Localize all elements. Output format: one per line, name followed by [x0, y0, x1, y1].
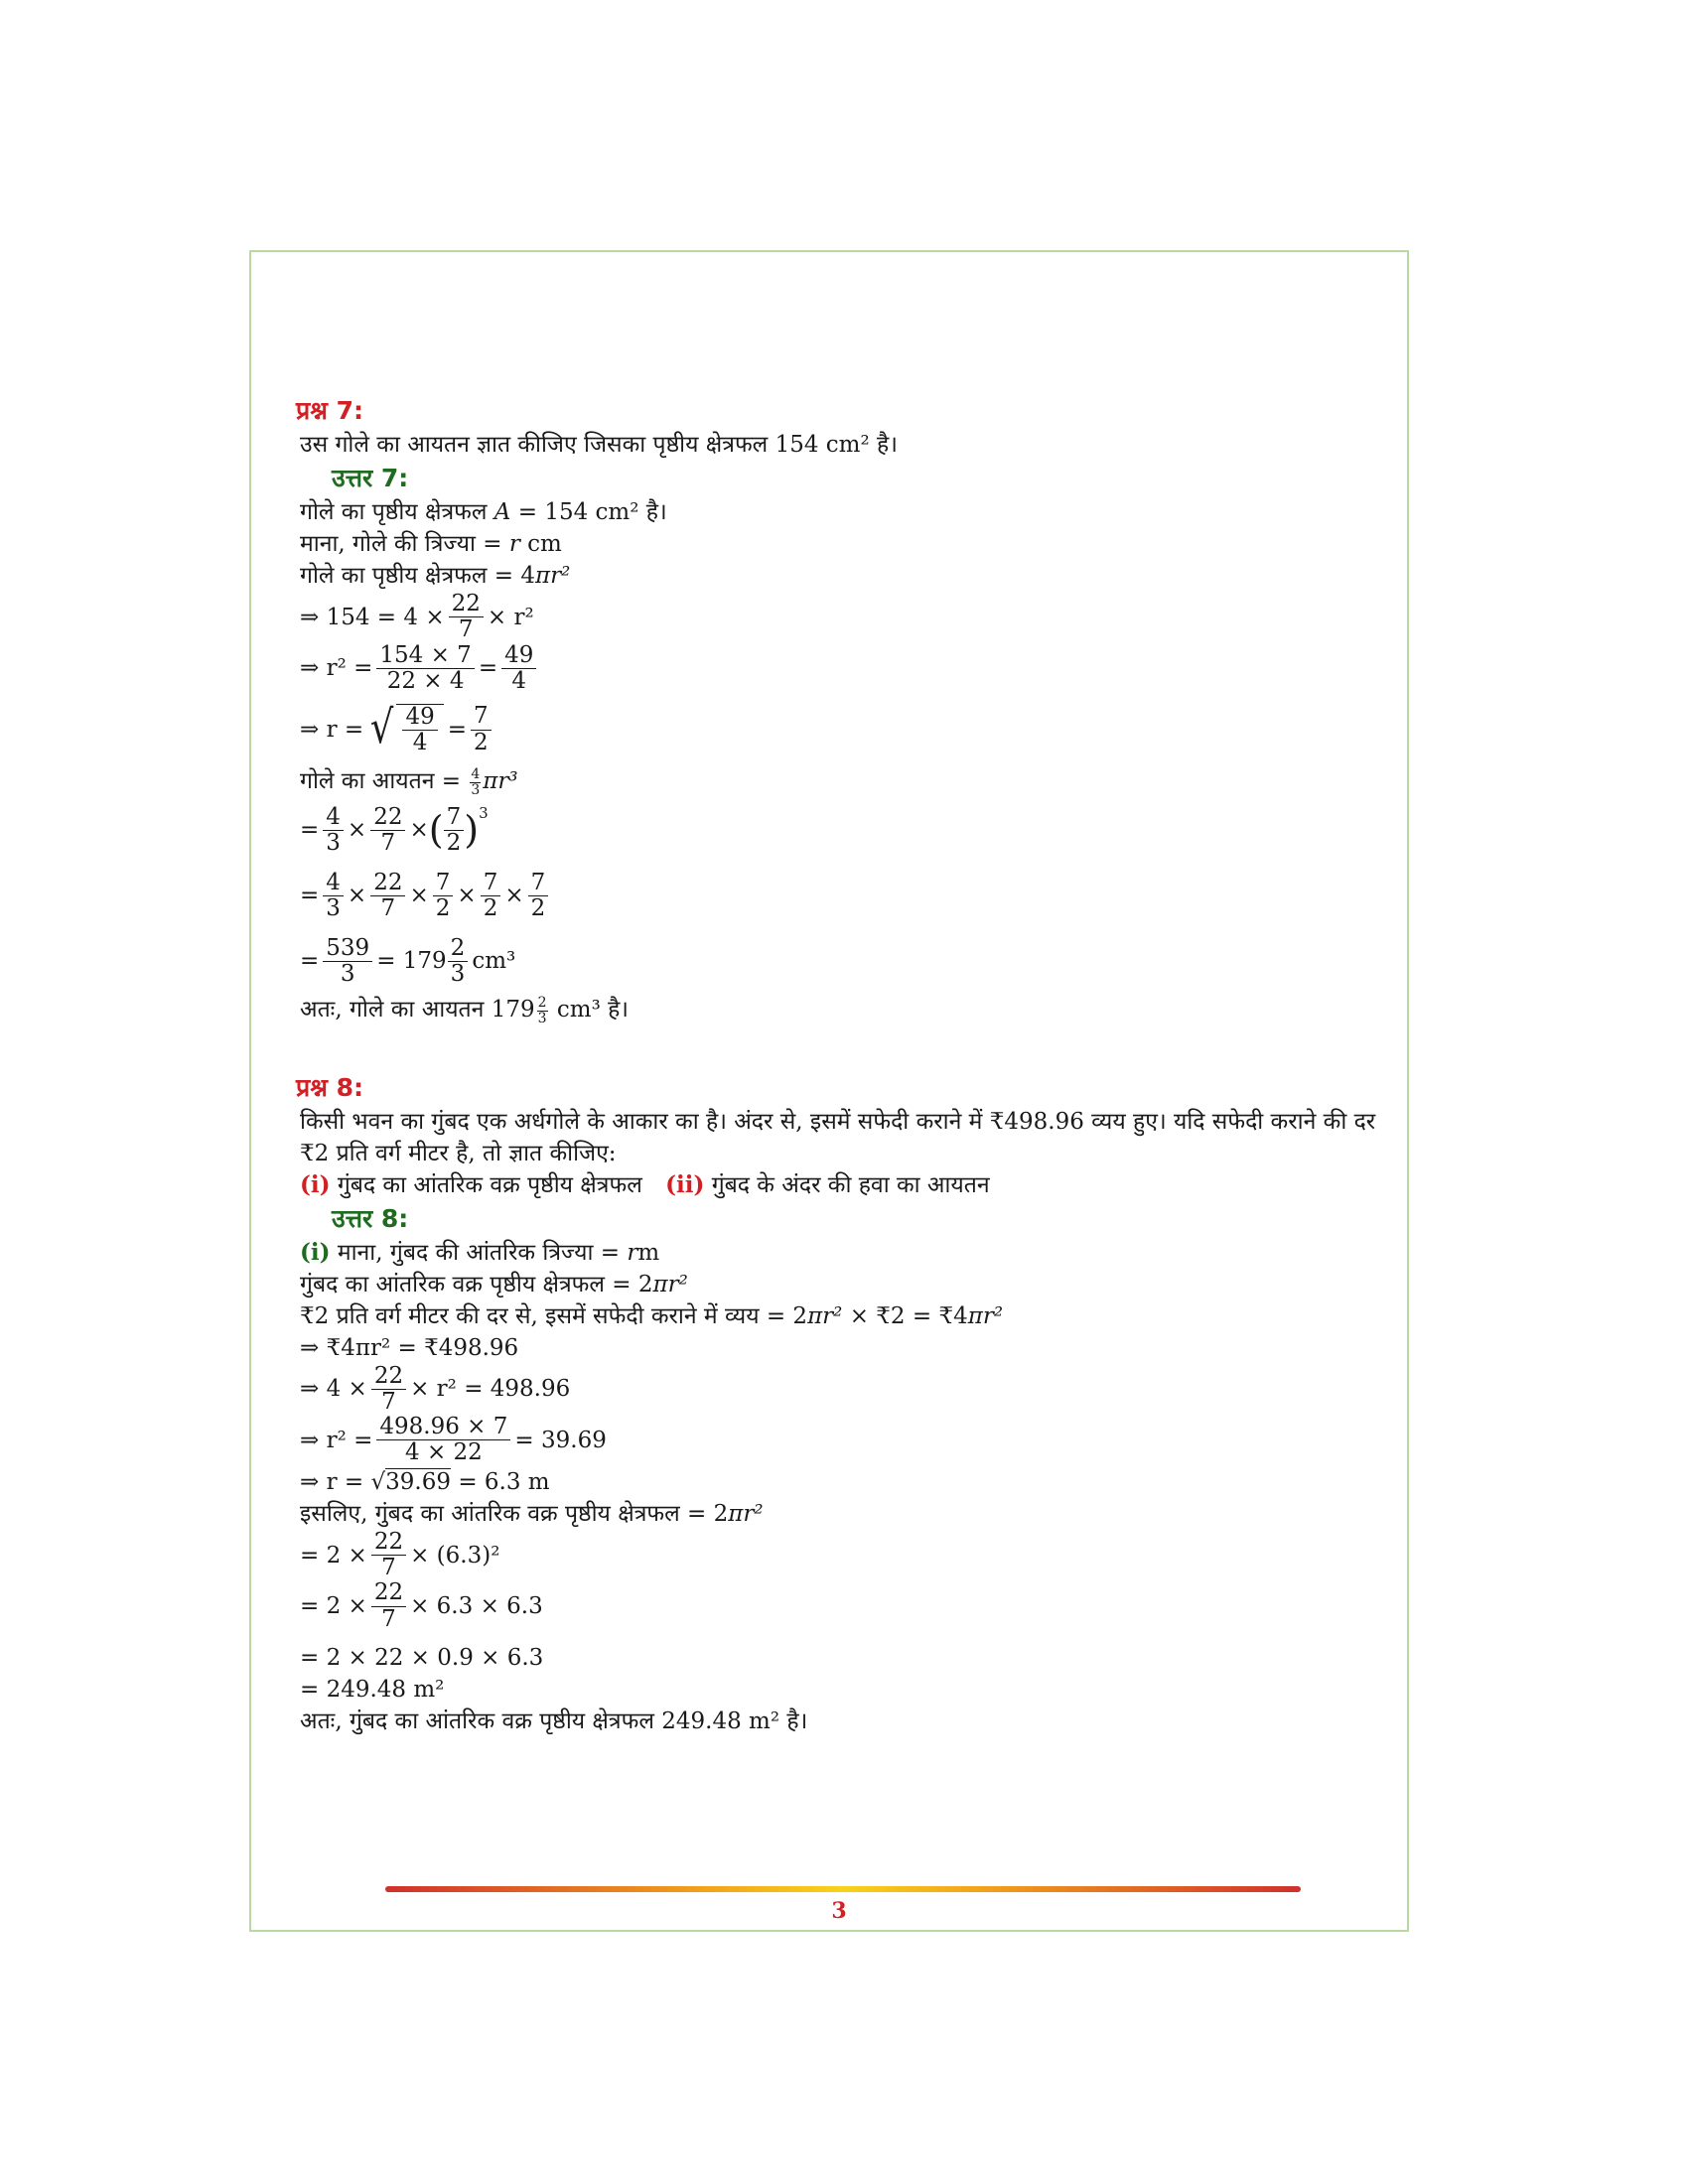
fraction: $\frac{498.96 \times 7}{4 \times 22}$	[376, 1415, 510, 1466]
q7-equation-4: = $\frac{4}{3}$ × $\frac{22}{7}$ × ( $\frac{7}{2}$ ) $^3$	[300, 803, 489, 856]
question-8-text: किसी भवन का गुंबद एक अर्धगोले के आकार का है। अंदर से, इसमें सफेदी कराने में ₹498.96 व्यय हुए। यदि सफेदी कराने की दर ₹2 प्रति वर्ग मीटर है, तो ज्ञात कीजिए:	[300, 1108, 1376, 1166]
q7-equation-3: ⇒ r = √ $\frac{49}{4}$ = $\frac{7}{2}$	[300, 694, 1392, 765]
footer-divider	[385, 1886, 1301, 1892]
q8-line-therefore: इसलिए, गुंबद का आंतरिक वक्र पृष्ठीय क्षेत्रफल = 2πr²	[300, 1500, 764, 1527]
fraction: $\frac{539}{3}$	[323, 936, 372, 988]
q7-conclusion: अतः, गोले का आयतन 179 $\frac{2}{3}$ cm³ है।	[300, 995, 630, 1026]
q7-line-volume-formula: गोले का आयतन = $\frac{4}{3}$ πr³	[300, 766, 518, 798]
q8-line-radius: (i) माना, गुंबद की आंतरिक त्रिज्या = rm	[300, 1238, 660, 1266]
fraction: $\frac{4}{3}$	[323, 805, 344, 857]
fraction: $\frac{22}{7}$	[371, 1530, 406, 1581]
question-7-text: उस गोले का आयतन ज्ञात कीजिए जिसका पृष्ठीय क्षेत्रफल 154 cm² है।	[300, 432, 898, 458]
fraction: $\frac{49}{4}$	[402, 705, 437, 756]
question-7-heading: प्रश्न 7:	[296, 396, 363, 425]
fraction: $\frac{154 \times 7}{22 \times 4}$	[376, 643, 474, 695]
fraction: $\frac{7}{2}$	[433, 871, 454, 922]
q7-equation-1: ⇒ 154 = 4 × $\frac{22}{7}$ × r²	[300, 591, 534, 643]
square-root	[367, 699, 444, 756]
q8-equation-6: = 2 × $\frac{22}{7}$ × 6.3 × 6.3	[300, 1579, 543, 1632]
answer-8-heading: उत्तर 8:	[332, 1203, 409, 1233]
fraction: $\frac{22}{7}$	[370, 805, 405, 857]
q8-conclusion: अतः, गुंबद का आंतरिक वक्र पृष्ठीय क्षेत्रफल 249.48 m² है।	[300, 1707, 808, 1734]
fraction: $\frac{2}{3}$	[448, 936, 469, 988]
fraction: $\frac{7}{2}$	[471, 704, 492, 755]
fraction: $\frac{7}{2}$	[444, 805, 465, 857]
fraction: $\frac{22}{7}$	[370, 871, 405, 922]
q7-line-radius: माना, गोले की त्रिज्या = r cm	[300, 531, 562, 557]
fraction: $\frac{22}{7}$	[371, 1580, 406, 1632]
fraction: $\frac{22}{7}$	[449, 592, 484, 643]
q7-equation-6: = $\frac{539}{3}$ = 179 $\frac{2}{3}$ cm³	[300, 934, 516, 987]
q8-equation-8: = 249.48 m²	[300, 1676, 445, 1703]
fraction: $\frac{49}{4}$	[501, 643, 536, 695]
q8-equation-1: ⇒ ₹4πr² = ₹498.96	[300, 1334, 519, 1361]
radical-icon: √	[370, 699, 394, 753]
fraction: $\frac{4}{3}$	[471, 766, 481, 798]
q7-line-surface-area: गोले का पृष्ठीय क्षेत्रफल A = 154 cm² है।	[300, 499, 667, 525]
q7-equation-2: ⇒ r² = $\frac{154 \times 7}{22 \times 4}$ = $\frac{49}{4}$	[300, 643, 1392, 695]
fraction: $\frac{4}{3}$	[323, 871, 344, 922]
fraction: $\frac{7}{2}$	[481, 871, 501, 922]
question-8-heading: प्रश्न 8:	[296, 1072, 363, 1102]
question-8-parts: (i) गुंबद का आंतरिक वक्र पृष्ठीय क्षेत्रफल (ii) गुंबद के अंदर की हवा का आयतन	[300, 1170, 990, 1198]
q8-line-csa-formula: गुंबद का आंतरिक वक्र पृष्ठीय क्षेत्रफल = 2πr²	[300, 1271, 688, 1297]
page-number: 3	[831, 1898, 847, 1924]
q8-equation-7: = 2 × 22 × 0.9 × 6.3	[300, 1644, 544, 1671]
q8-equation-3: ⇒ r² = $\frac{498.96 \times 7}{4 \times 22}$ = 39.69	[300, 1414, 607, 1466]
fraction: $\frac{7}{2}$	[528, 871, 549, 922]
q8-line-cost: ₹2 प्रति वर्ग मीटर की दर से, इसमें सफेदी कराने में व्यय = 2πr² × ₹2 = ₹4πr²	[300, 1302, 1004, 1329]
q7-line-formula: गोले का पृष्ठीय क्षेत्रफल = 4πr²	[300, 563, 571, 589]
answer-7-heading: उत्तर 7:	[332, 464, 409, 492]
fraction: $\frac{2}{3}$	[537, 995, 547, 1026]
page-content	[296, 393, 1392, 1737]
q7-equation-5: = $\frac{4}{3}$ × $\frac{22}{7}$ × $\frac{7}{2}$ × $\frac{7}{2}$ × $\frac{7}{2}$	[300, 863, 1392, 928]
q8-equation-4: ⇒ r = √39.69 = 6.3 m	[300, 1468, 550, 1495]
fraction: $\frac{22}{7}$	[371, 1364, 406, 1416]
radical-icon: √	[370, 1468, 386, 1495]
q8-equation-2: ⇒ 4 × $\frac{22}{7}$ × r² = 498.96	[300, 1362, 571, 1415]
q8-equation-5: = 2 × $\frac{22}{7}$ × (6.3)²	[300, 1528, 500, 1581]
